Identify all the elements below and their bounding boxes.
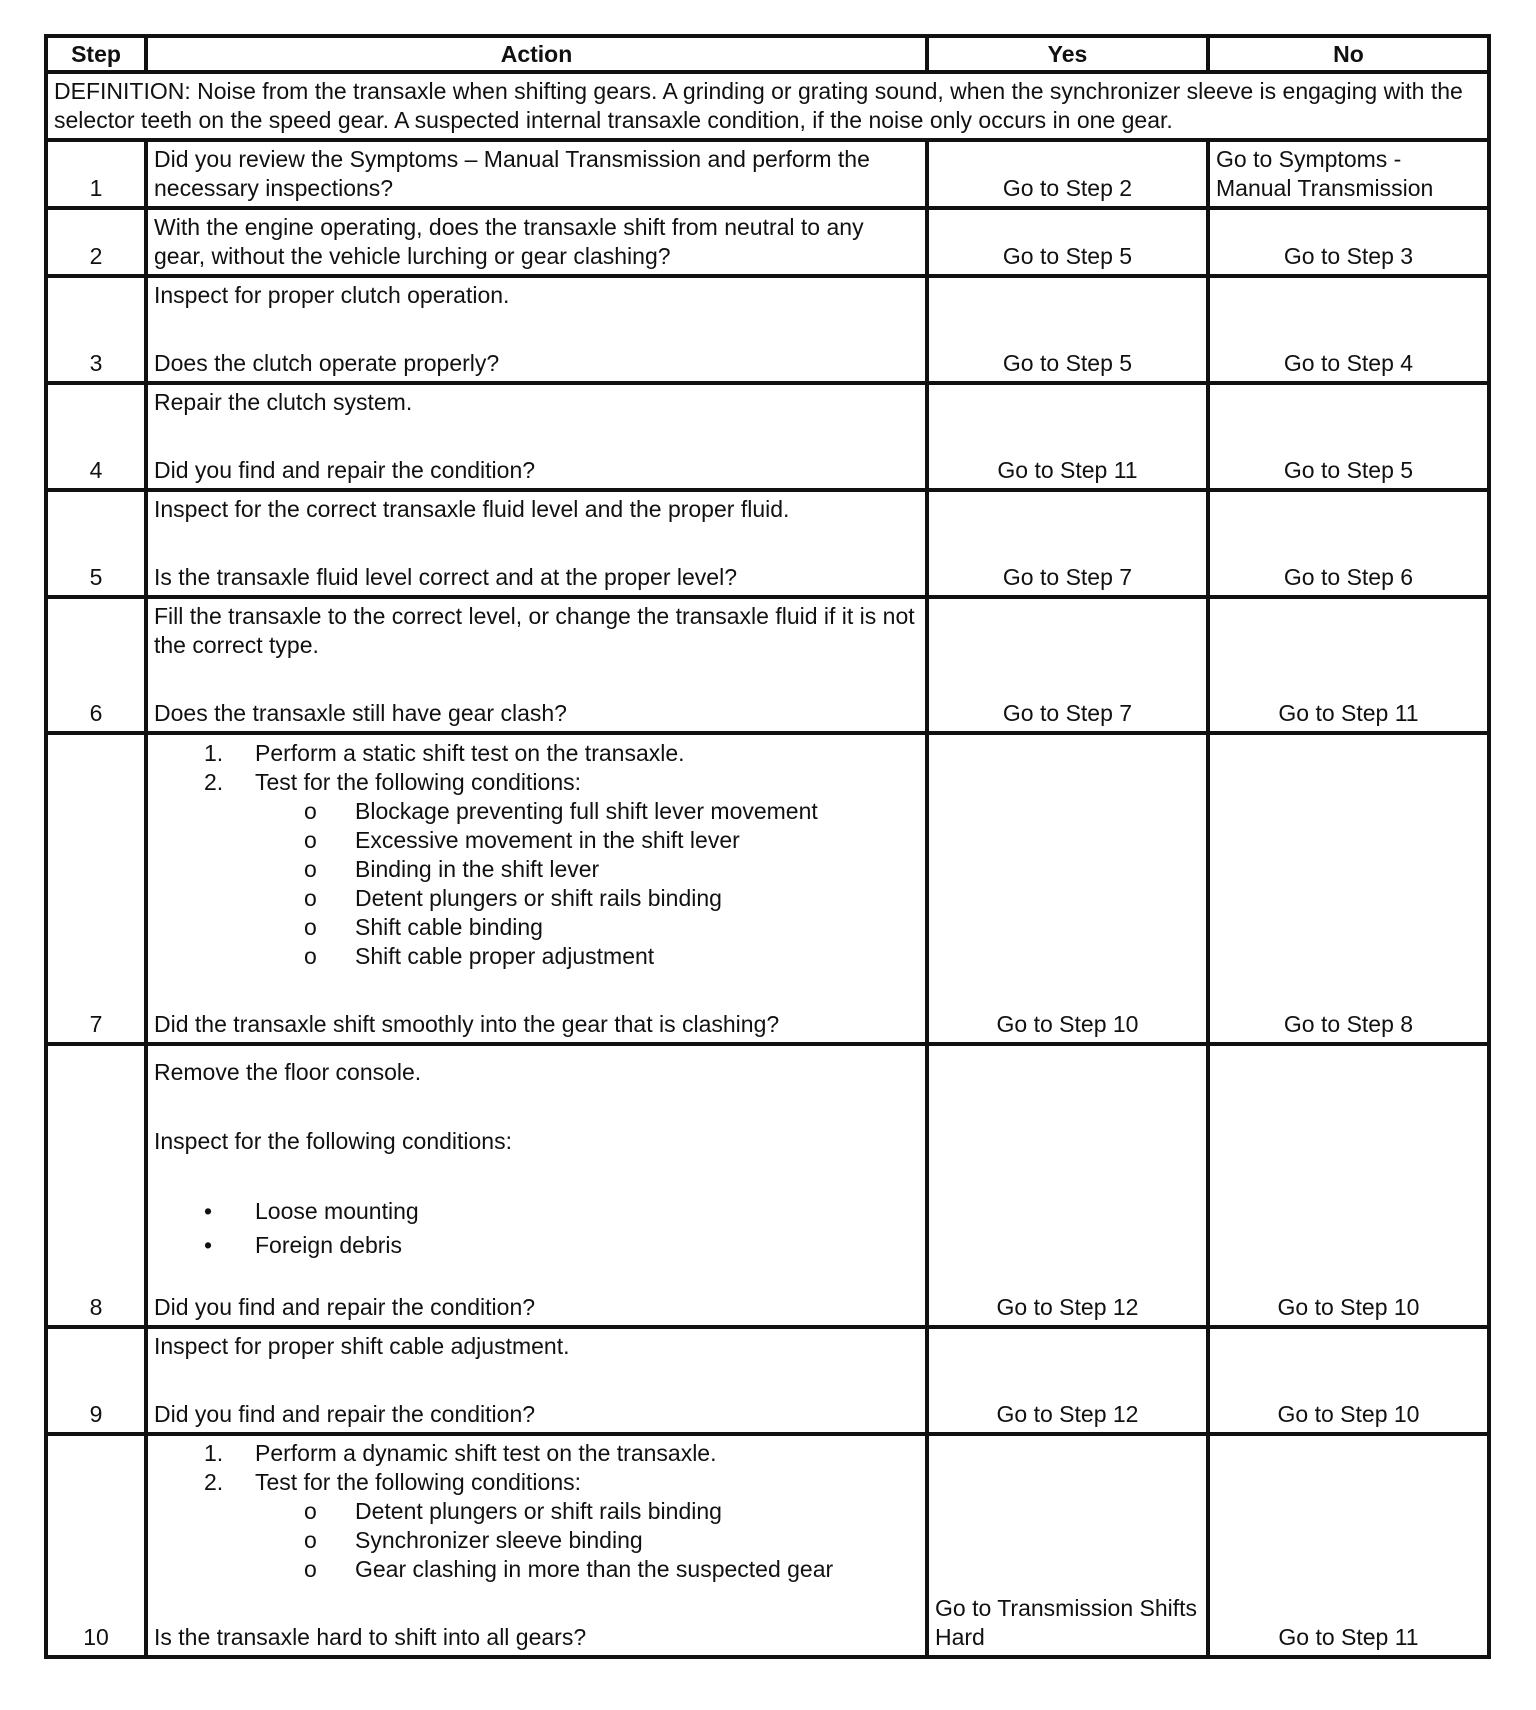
numbered-item bbox=[154, 768, 919, 797]
header-yes: Yes bbox=[927, 36, 1208, 72]
condition-item bbox=[154, 855, 919, 884]
condition-item bbox=[154, 1497, 919, 1526]
table-row bbox=[46, 1327, 1489, 1434]
diagnostic-table bbox=[44, 34, 1491, 1659]
condition-item bbox=[154, 1555, 919, 1584]
diagnostic-table-container bbox=[44, 34, 1487, 1659]
circle-bullet-icon: o bbox=[304, 885, 317, 911]
condition-item bbox=[154, 913, 919, 942]
table-row bbox=[46, 1434, 1489, 1657]
header-no: No bbox=[1208, 36, 1489, 72]
circle-bullet-icon: o bbox=[304, 856, 317, 882]
action-cell: Did you review the Symptoms – Manual Transmission and perform the necessary inspections? bbox=[146, 140, 927, 208]
yes-cell: Go to Step 12 bbox=[927, 1327, 1208, 1434]
condition-text: Gear clashing in more than the suspected gear bbox=[355, 1556, 834, 1582]
action-cell bbox=[146, 733, 927, 1044]
condition-item bbox=[154, 826, 919, 855]
item-number: 1. bbox=[204, 740, 224, 766]
circle-bullet-icon: o bbox=[304, 1556, 317, 1582]
table-row bbox=[46, 597, 1489, 733]
no-cell: Go to Step 8 bbox=[1208, 733, 1489, 1044]
yes-cell: Go to Step 5 bbox=[927, 208, 1208, 276]
yes-cell: Go to Step 5 bbox=[927, 276, 1208, 383]
no-cell: Go to Symptoms - Manual Transmission bbox=[1208, 140, 1489, 208]
no-cell: Go to Step 3 bbox=[1208, 208, 1489, 276]
bullet-item bbox=[154, 1197, 919, 1231]
spacer bbox=[154, 1361, 919, 1400]
spacer bbox=[154, 1584, 919, 1623]
circle-bullet-icon: o bbox=[304, 914, 317, 940]
no-cell: Go to Step 5 bbox=[1208, 383, 1489, 490]
definition-text: DEFINITION: Noise from the transaxle when shifting gears. A grinding or grating sound, when the synchronizer sleeve is engaging with the selector teeth on the speed gear. A suspected internal transaxle condition, if the noise only occurs in one gear. bbox=[46, 72, 1489, 140]
action-intro: Fill the transaxle to the correct level, or change the transaxle fluid if it is not the correct type. bbox=[154, 603, 915, 658]
no-cell: Go to Step 4 bbox=[1208, 276, 1489, 383]
step-number: 5 bbox=[46, 490, 146, 597]
action-intro: Inspect for proper shift cable adjustment. bbox=[154, 1333, 570, 1359]
item-text: Test for the following conditions: bbox=[255, 769, 582, 795]
bullet-item bbox=[154, 1231, 919, 1265]
header-action: Action bbox=[146, 36, 927, 72]
numbered-list bbox=[154, 1439, 919, 1497]
circle-bullet-icon: o bbox=[304, 827, 317, 853]
condition-text: Excessive movement in the shift lever bbox=[355, 827, 740, 853]
bullet-list bbox=[154, 1197, 919, 1265]
condition-list bbox=[154, 797, 919, 971]
condition-item bbox=[154, 1526, 919, 1555]
item-number: 1. bbox=[204, 1440, 224, 1466]
action-question: Is the transaxle hard to shift into all gears? bbox=[154, 1624, 587, 1650]
item-text: Test for the following conditions: bbox=[255, 1469, 582, 1495]
condition-text: Detent plungers or shift rails binding bbox=[355, 885, 722, 911]
step-number: 2 bbox=[46, 208, 146, 276]
action-cell bbox=[146, 276, 927, 383]
step-number: 9 bbox=[46, 1327, 146, 1434]
spacer bbox=[154, 524, 919, 563]
yes-cell: Go to Step 10 bbox=[927, 733, 1208, 1044]
circle-bullet-icon: o bbox=[304, 1527, 317, 1553]
spacer bbox=[154, 1087, 919, 1127]
action-intro: Inspect for proper clutch operation. bbox=[154, 282, 510, 308]
action-intro: Inspect for the correct transaxle fluid level and the proper fluid. bbox=[154, 496, 790, 522]
table-row bbox=[46, 733, 1489, 1044]
numbered-item bbox=[154, 1439, 919, 1468]
definition-row bbox=[46, 72, 1489, 140]
yes-cell: Go to Step 2 bbox=[927, 140, 1208, 208]
bullet-icon: • bbox=[204, 1232, 213, 1258]
step-number: 7 bbox=[46, 733, 146, 1044]
item-number: 2. bbox=[204, 1469, 224, 1495]
spacer bbox=[154, 660, 919, 699]
condition-list bbox=[154, 1497, 919, 1584]
no-cell: Go to Step 11 bbox=[1208, 1434, 1489, 1657]
numbered-item bbox=[154, 1468, 919, 1497]
numbered-list bbox=[154, 739, 919, 797]
bullet-icon: • bbox=[204, 1198, 213, 1224]
step-number: 3 bbox=[46, 276, 146, 383]
action-question: Is the transaxle fluid level correct and at the proper level? bbox=[154, 564, 737, 590]
action-intro: Repair the clutch system. bbox=[154, 389, 413, 415]
condition-text: Blockage preventing full shift lever movement bbox=[355, 798, 818, 824]
action-cell bbox=[146, 1434, 927, 1657]
header-step: Step bbox=[46, 36, 146, 72]
action-question: Did you find and repair the condition? bbox=[154, 1401, 536, 1427]
table-row bbox=[46, 1044, 1489, 1327]
circle-bullet-icon: o bbox=[304, 1498, 317, 1524]
no-cell: Go to Step 10 bbox=[1208, 1327, 1489, 1434]
spacer bbox=[154, 1156, 919, 1197]
item-text: Perform a dynamic shift test on the transaxle. bbox=[255, 1440, 717, 1466]
spacer bbox=[154, 971, 919, 1010]
action-cell bbox=[146, 1327, 927, 1434]
action-intro: Remove the floor console. bbox=[154, 1059, 422, 1085]
action-question: Does the transaxle still have gear clash? bbox=[154, 700, 567, 726]
action-question: Did the transaxle shift smoothly into the gear that is clashing? bbox=[154, 1011, 780, 1037]
condition-item bbox=[154, 884, 919, 913]
table-row bbox=[46, 383, 1489, 490]
action-cell: With the engine operating, does the transaxle shift from neutral to any gear, without the vehicle lurching or gear clashing? bbox=[146, 208, 927, 276]
condition-text: Shift cable proper adjustment bbox=[355, 943, 655, 969]
circle-bullet-icon: o bbox=[304, 943, 317, 969]
action-question: Did you find and repair the condition? bbox=[154, 1294, 536, 1320]
table-row bbox=[46, 140, 1489, 208]
table-row bbox=[46, 490, 1489, 597]
action-cell bbox=[146, 597, 927, 733]
condition-text: Shift cable binding bbox=[355, 914, 543, 940]
condition-item bbox=[154, 797, 919, 826]
action-intro-2: Inspect for the following conditions: bbox=[154, 1128, 512, 1154]
yes-cell: Go to Step 12 bbox=[927, 1044, 1208, 1327]
action-cell bbox=[146, 1044, 927, 1327]
action-question: Did you find and repair the condition? bbox=[154, 457, 536, 483]
item-number: 2. bbox=[204, 769, 224, 795]
action-cell bbox=[146, 490, 927, 597]
yes-cell: Go to Step 7 bbox=[927, 597, 1208, 733]
step-number: 10 bbox=[46, 1434, 146, 1657]
condition-text: Synchronizer sleeve binding bbox=[355, 1527, 643, 1553]
action-question: Does the clutch operate properly? bbox=[154, 350, 500, 376]
yes-cell: Go to Transmission Shifts Hard bbox=[927, 1434, 1208, 1657]
spacer bbox=[154, 310, 919, 349]
yes-cell: Go to Step 7 bbox=[927, 490, 1208, 597]
condition-text: Detent plungers or shift rails binding bbox=[355, 1498, 722, 1524]
bullet-text: Foreign debris bbox=[255, 1232, 403, 1258]
no-cell: Go to Step 6 bbox=[1208, 490, 1489, 597]
condition-item bbox=[154, 942, 919, 971]
no-cell: Go to Step 10 bbox=[1208, 1044, 1489, 1327]
bullet-text: Loose mounting bbox=[255, 1198, 419, 1224]
step-number: 6 bbox=[46, 597, 146, 733]
spacer bbox=[154, 417, 919, 456]
yes-cell: Go to Step 11 bbox=[927, 383, 1208, 490]
step-number: 8 bbox=[46, 1044, 146, 1327]
step-number: 1 bbox=[46, 140, 146, 208]
circle-bullet-icon: o bbox=[304, 798, 317, 824]
no-cell: Go to Step 11 bbox=[1208, 597, 1489, 733]
table-row bbox=[46, 208, 1489, 276]
condition-text: Binding in the shift lever bbox=[355, 856, 600, 882]
table-header-row bbox=[46, 36, 1489, 72]
spacer bbox=[154, 1265, 919, 1293]
numbered-item bbox=[154, 739, 919, 768]
table-row bbox=[46, 276, 1489, 383]
action-cell bbox=[146, 383, 927, 490]
step-number: 4 bbox=[46, 383, 146, 490]
item-text: Perform a static shift test on the transaxle. bbox=[255, 740, 685, 766]
